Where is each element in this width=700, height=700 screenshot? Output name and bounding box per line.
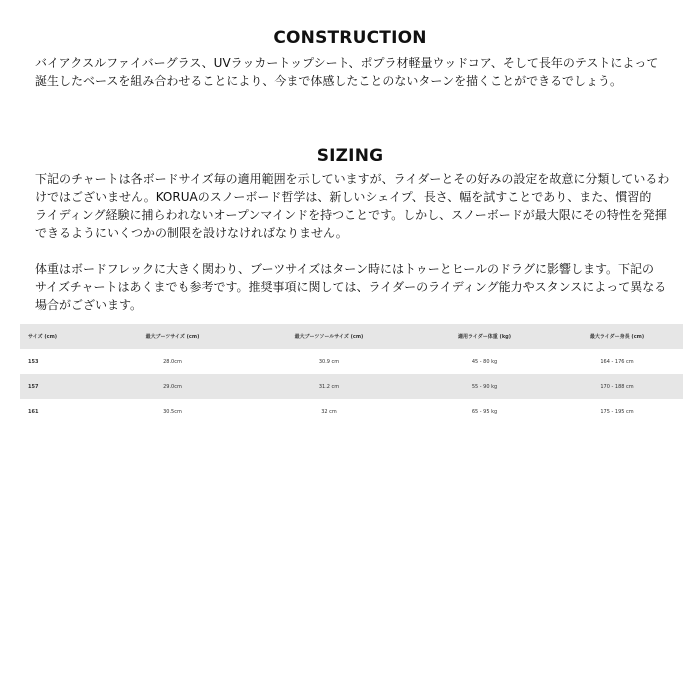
cell-size: 153 (28, 358, 39, 365)
sizing-table (20, 324, 683, 424)
sizing-p1-line-2: けではございません。KORUAのスノーボード哲学は、新しいシェイプ、長さ、幅を試すことであり、また、慣習的 (35, 190, 652, 204)
cell-rider-weight: 65 - 95 kg (471, 408, 498, 415)
table-row (20, 399, 683, 424)
construction-line-2: 誕生したベースを組み合わせることにより、今まで体感したことのないターンを描くことができるでしょう。 (35, 74, 623, 88)
sizing-p2-line-3: 場合がございます。 (35, 298, 143, 312)
cell-size: 161 (28, 408, 39, 415)
construction-line-1: バイアクスルファイバーグラス、UVラッカートップシート、ポプラ材軽量ウッドコア、そして長年のテストによって (35, 56, 659, 70)
header-rider-weight: 適用ライダー体重 (kg) (457, 334, 512, 340)
sizing-description-1 (35, 170, 675, 242)
cell-rider-height: 170 - 188 cm (600, 383, 634, 390)
header-size: サイズ (cm) (28, 334, 58, 340)
cell-boot-size: 29.0cm (163, 383, 182, 390)
cell-rider-height: 164 - 176 cm (600, 358, 634, 365)
construction-description (35, 54, 675, 90)
table-row (20, 349, 683, 374)
cell-rider-weight: 55 - 90 kg (471, 383, 498, 390)
sizing-heading: SIZING (316, 146, 384, 166)
sizing-p1-line-4: できるようにいくつかの制限を設けなければなりません。 (35, 226, 348, 240)
sizing-p2-line-2: サイズチャートはあくまでも参考です。推奨事項に関しては、ライダーのライディング能力やスタンスによって異なる (35, 280, 667, 294)
sizing-p2-line-1: 体重はボードフレックに大きく関わり、ブーツサイズはターン時にはトゥーとヒールのドラグに影響します。下記の (35, 262, 655, 276)
table-header-row (20, 324, 683, 349)
header-max-boot-size: 最大ブーツサイズ (cm) (145, 334, 200, 340)
construction-heading: CONSTRUCTION (273, 28, 427, 48)
cell-rider-height: 175 - 195 cm (600, 408, 634, 415)
cell-boot-sole-size: 31.2 cm (318, 383, 340, 390)
sizing-p1-line-3: ライディング経験に捕らわれないオープンマインドを持つことです。しかし、スノーボードが最大限にその特性を発揮 (35, 208, 667, 222)
cell-boot-size: 28.0cm (163, 358, 182, 365)
cell-boot-sole-size: 32 cm (321, 408, 337, 415)
sizing-description-2 (35, 260, 675, 314)
header-max-rider-height: 最大ライダー身長 (cm) (589, 334, 645, 340)
table-row (20, 374, 683, 399)
cell-boot-size: 30.5cm (163, 408, 182, 415)
cell-rider-weight: 45 - 80 kg (471, 358, 498, 365)
header-max-boot-sole-size: 最大ブーツソールサイズ (cm) (294, 334, 364, 340)
cell-size: 157 (28, 383, 39, 390)
sizing-p1-line-1: 下記のチャートは各ボードサイズ毎の適用範囲を示していますが、ライダーとその好みの設定を故意に分類しているわ (35, 172, 670, 186)
cell-boot-sole-size: 30.9 cm (318, 358, 340, 365)
